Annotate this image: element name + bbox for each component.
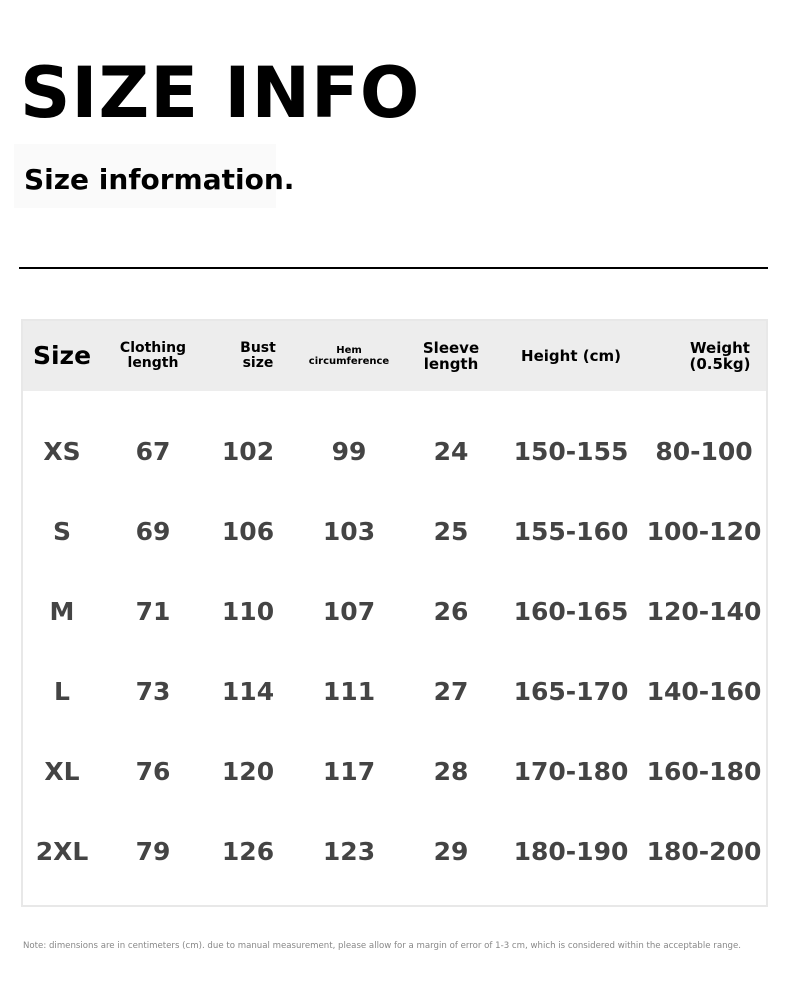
cell-bust-size: 114 [221,676,275,706]
header-height: Height (cm) [521,346,621,365]
cell-bust-size: 126 [221,836,275,866]
size-table [21,319,768,907]
header-sleeve-length: Sleeve length [422,338,480,373]
page-title: SIZE INFO [20,52,421,134]
cell-hem-circumference: 99 [331,436,367,466]
cell-size: M [49,596,75,626]
cell-clothing-length: 67 [135,436,171,466]
cell-hem-circumference: 111 [322,676,376,706]
cell-bust-size: 102 [221,436,275,466]
cell-size: XS [43,436,81,466]
cell-hem-circumference: 107 [322,596,376,626]
cell-clothing-length: 79 [135,836,171,866]
cell-clothing-length: 71 [135,596,171,626]
cell-height: 150-155 [513,436,629,466]
cell-weight: 140-160 [646,676,762,706]
footnote: Note: dimensions are in centimeters (cm). due to manual measurement, please allow for a margin of error of 1-3 cm, which is considered within the acceptable range. [23,941,742,951]
cell-bust-size: 106 [221,516,275,546]
cell-weight: 80-100 [655,436,753,466]
cell-hem-circumference: 123 [322,836,376,866]
cell-hem-circumference: 103 [322,516,376,546]
cell-height: 160-165 [513,596,629,626]
cell-clothing-length: 76 [135,756,171,786]
cell-sleeve-length: 27 [433,676,469,706]
header-clothing-length: Clothing length [119,339,187,371]
cell-size: L [54,676,70,706]
header-weight: Weight (0.5kg) [689,338,751,373]
cell-weight: 100-120 [646,516,762,546]
header-size: Size [32,341,92,371]
cell-sleeve-length: 29 [433,836,469,866]
cell-size: XL [44,756,80,786]
cell-bust-size: 110 [221,596,275,626]
page-subtitle: Size information. [24,163,295,196]
cell-clothing-length: 73 [135,676,171,706]
cell-sleeve-length: 26 [433,596,469,626]
cell-height: 165-170 [513,676,629,706]
cell-weight: 160-180 [646,756,762,786]
cell-sleeve-length: 24 [433,436,469,466]
cell-clothing-length: 69 [135,516,171,546]
cell-bust-size: 120 [221,756,275,786]
cell-sleeve-length: 25 [433,516,469,546]
divider [19,267,768,269]
cell-weight: 180-200 [646,836,762,866]
cell-weight: 120-140 [646,596,762,626]
cell-size: 2XL [35,836,89,866]
cell-hem-circumference: 117 [322,756,376,786]
cell-height: 170-180 [513,756,629,786]
table-header [23,321,766,391]
cell-height: 155-160 [513,516,629,546]
header-hem-circumference: Hem circumference [308,345,390,367]
header-bust-size: Bust size [240,339,276,371]
cell-height: 180-190 [513,836,629,866]
cell-sleeve-length: 28 [433,756,469,786]
cell-size: S [52,516,71,546]
